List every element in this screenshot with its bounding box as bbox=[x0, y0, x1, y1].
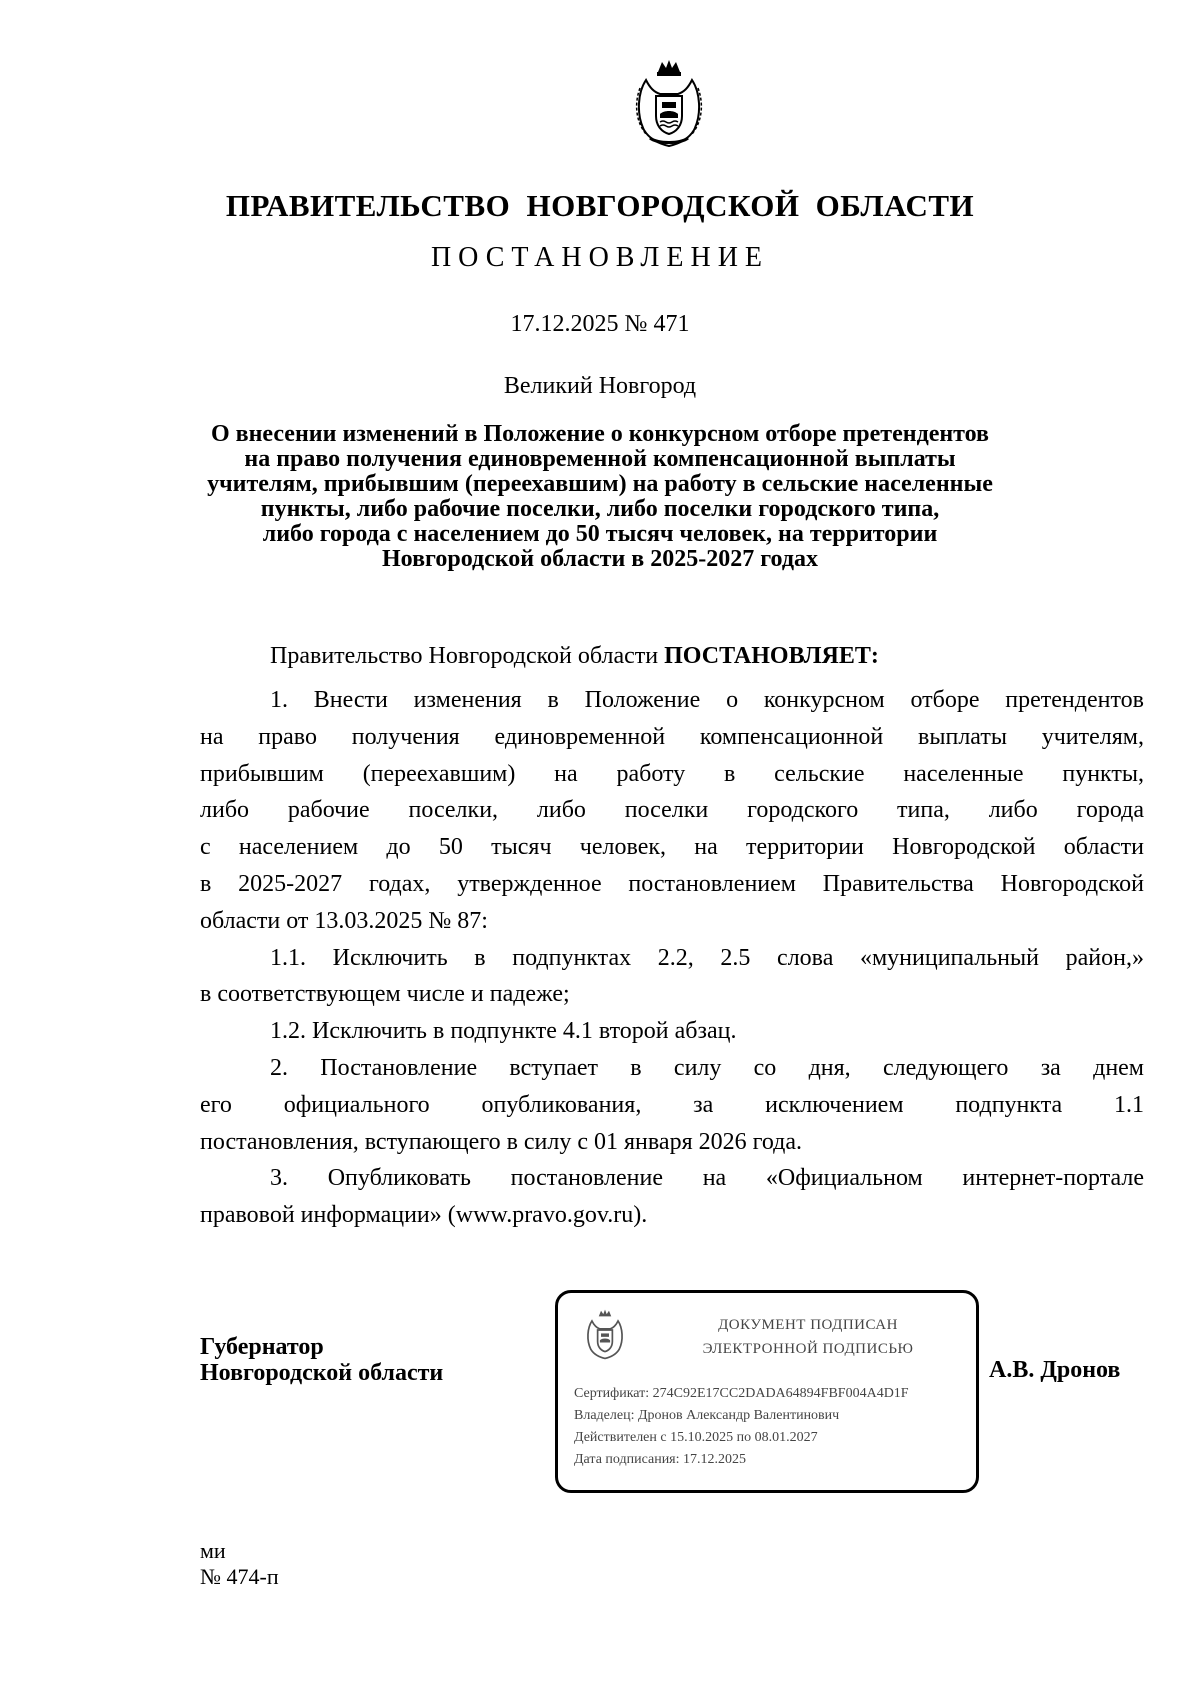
body-line: в соответствующем числе и падеже; bbox=[200, 981, 570, 1008]
title-line: О внесении изменений в Положение о конкурсном отборе претендентов bbox=[210, 421, 990, 447]
document-date-number: 17.12.2025 № 471 bbox=[510, 311, 690, 337]
footer-initials: ми bbox=[200, 1538, 226, 1563]
stamp-details bbox=[574, 1383, 909, 1471]
footer-internal-number: № 474-п bbox=[200, 1564, 279, 1589]
body-line: постановления, вступающего в силу с 01 января 2026 года. bbox=[200, 1128, 803, 1155]
stamp-signing-date: Дата подписания: 17.12.2025 bbox=[574, 1452, 747, 1467]
body-line: в 2025-2027 годах, утвержденное постановлением Правительства Новгородской bbox=[200, 870, 1144, 897]
stamp-heading-line: ДОКУМЕНТ ПОДПИСАН bbox=[718, 1317, 898, 1333]
stamp-validity: Действителен с 15.10.2025 по 08.01.2027 bbox=[574, 1430, 818, 1445]
novgorod-coat-of-arms-icon bbox=[632, 58, 706, 148]
novgorod-coat-of-arms-icon bbox=[584, 1307, 626, 1361]
document-body bbox=[200, 682, 1144, 1234]
body-line: 1.2. Исключить в подпункте 4.1 второй абзац. bbox=[270, 1018, 737, 1045]
body-line: 1. Внести изменения в Положение о конкурсном отборе претендентов bbox=[270, 687, 1144, 713]
title-line: учителям, прибывшим (переехавшим) на работу в сельские населенные bbox=[207, 471, 993, 497]
body-line: 3. Опубликовать постановление на «Официальном интернет-портале bbox=[270, 1165, 1144, 1192]
electronic-signature-stamp bbox=[555, 1290, 979, 1493]
footer bbox=[200, 1538, 279, 1590]
stamp-heading bbox=[658, 1313, 958, 1361]
title-line: на право получения единовременной компенсационной выплаты bbox=[244, 446, 956, 472]
stamp-owner: Владелец: Дронов Александр Валентинович bbox=[574, 1408, 840, 1423]
body-line: его официального опубликования, за исключением подпункта 1.1 bbox=[200, 1091, 1144, 1118]
title-line: либо города с населением до 50 тысяч человек, на территории bbox=[262, 521, 938, 547]
preamble bbox=[200, 638, 1144, 675]
document-type: ПОСТАНОВЛЕНИЕ bbox=[430, 242, 770, 273]
body-line: либо рабочие поселки, либо поселки городского типа, либо города bbox=[200, 797, 1144, 824]
preamble-decree-word: ПОСТАНОВЛЯЕТ: bbox=[664, 643, 879, 669]
body-line: прибывшим (переехавшим) на работу в сельские населенные пункты, bbox=[200, 760, 1144, 787]
preamble-text: Правительство Новгородской области bbox=[270, 643, 665, 669]
signer-name: А.В. Дронов bbox=[989, 1357, 1121, 1383]
document-city: Великий Новгород bbox=[503, 373, 697, 399]
title-line: пункты, либо рабочие поселки, либо поселки городского типа, bbox=[260, 496, 940, 522]
body-line: на право получения единовременной компенсационной выплаты учителям, bbox=[200, 723, 1144, 750]
signer-position-line: Новгородской области bbox=[200, 1360, 444, 1386]
body-line: 1.1. Исключить в подпунктах 2.2, 2.5 слова «муниципальный район,» bbox=[270, 944, 1144, 971]
title-line: Новгородской области в 2025-2027 годах bbox=[382, 546, 818, 572]
signer-position-line: Губернатор bbox=[200, 1334, 324, 1360]
signer-position bbox=[200, 1334, 443, 1386]
body-line: правовой информации» (www.pravo.gov.ru). bbox=[200, 1202, 648, 1229]
body-line: 2. Постановление вступает в силу со дня, следующего за днем bbox=[270, 1054, 1144, 1081]
stamp-certificate: Сертификат: 274C92E17CC2DADA64894FBF004A4D1F bbox=[574, 1386, 909, 1401]
body-line: области от 13.03.2025 № 87: bbox=[200, 907, 488, 934]
body-line: с населением до 50 тысяч человек, на территории Новгородской области bbox=[200, 834, 1144, 861]
stamp-heading-line: ЭЛЕКТРОННОЙ ПОДПИСЬЮ bbox=[702, 1341, 914, 1357]
document-title bbox=[180, 422, 1020, 572]
organization-name: ПРАВИТЕЛЬСТВО НОВГОРОДСКОЙ ОБЛАСТИ bbox=[225, 188, 975, 223]
